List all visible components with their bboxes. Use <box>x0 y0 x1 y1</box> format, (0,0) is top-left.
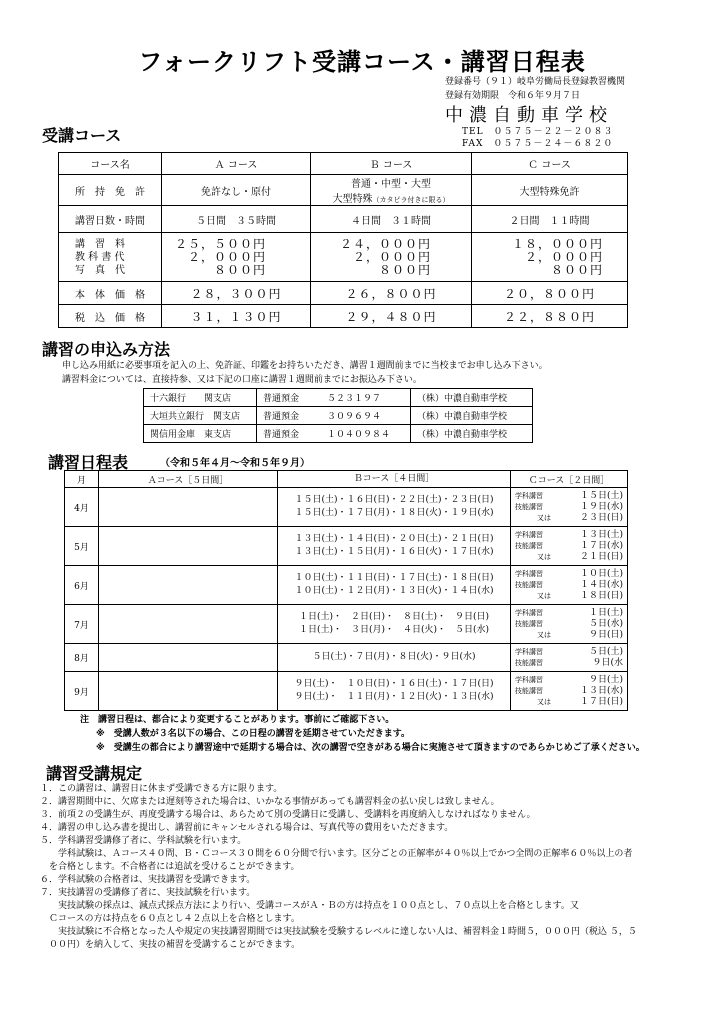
schedule-course-c-line <box>515 513 623 524</box>
rule-item: ６．学科試験の合格者は、実技講習を受講できます。 <box>40 875 256 885</box>
c-session-date: １７日(水) <box>579 540 623 551</box>
bank-row <box>144 425 533 443</box>
rule-item: ４．講習の申し込み書を提出し、講習前にキャンセルされる場合は、写真代等の費用をいただきます。 <box>40 823 454 833</box>
base-c: ２０，８００円 <box>472 282 628 305</box>
schedule-course-c-line <box>515 552 623 563</box>
schedule-course-c-line <box>515 619 623 630</box>
c-session-date: ９日(日) <box>588 629 623 640</box>
c-session-label: 又は <box>537 552 551 561</box>
schedule-row <box>65 566 628 605</box>
schedule-course-b <box>278 644 511 672</box>
schedule-course-b-line: ９日(土)・ １１日(月)・１２日(火)・１３日(水) <box>294 692 494 702</box>
account-holder: （株）中濃自動車学校 <box>410 407 532 425</box>
schedule-course-c-line <box>515 608 623 619</box>
schedule-course-c-line <box>515 686 623 697</box>
bank-name: 大垣共立銀行 関支店 <box>144 407 257 425</box>
c-session-date: １４日(水) <box>579 579 623 590</box>
course-a-column-header: Ａコース［５日間］ <box>99 471 278 488</box>
rule-item: ００円）を納入して、実技の補習を受講することができます。 <box>40 940 301 950</box>
schedule-course-c-line <box>515 569 623 580</box>
schedule-course-b <box>278 605 511 644</box>
c-session-date: １３日(水) <box>579 685 623 696</box>
bank-table <box>143 388 533 443</box>
c-session-label: 又は <box>537 513 551 522</box>
schedule-table <box>64 470 628 711</box>
schedule-course-a <box>99 605 278 644</box>
fees-c: １８，０００円 ２，０００円 ８００円 <box>472 233 628 282</box>
schedule-month: 8月 <box>65 644 99 672</box>
license-b-note: （カタピラ付きに限る） <box>372 196 450 204</box>
schedule-course-b-line: １日(土)・ ３日(月)・ ４日(火)・ ５日(水) <box>298 625 490 635</box>
rule-item: １．この講習は、講習日に休まず受講できる方に限ります。 <box>40 784 283 794</box>
schedule-course-b-line: １３日(土)・１４日(日)・２０日(土)・２１日(日) <box>294 534 494 544</box>
days-label: 講習日数・時間 <box>59 206 162 233</box>
schedule-course-c <box>511 644 628 672</box>
c-session-date: ５日(土) <box>588 646 623 657</box>
schedule-course-c-line <box>515 491 623 502</box>
rules-heading: 講習受講規定 <box>46 764 143 783</box>
apply-heading: 講習の申込み方法 <box>42 340 171 359</box>
c-session-label: 技能講習 <box>515 502 543 511</box>
schedule-course-a <box>99 488 278 527</box>
tax-a: ３１，１３０円 <box>162 305 311 328</box>
schedule-row <box>65 644 628 672</box>
license-b-type: 大型特殊 <box>332 194 373 205</box>
bank-name: 関信用金庫 東支店 <box>144 425 257 443</box>
schedule-course-b-line: １０日(土)・１１日(日)・１７日(土)・１８日(日) <box>294 573 494 583</box>
c-session-label: 学科講習 <box>515 530 543 539</box>
schedule-row <box>65 527 628 566</box>
account-number: ５２３１９７ <box>321 389 410 407</box>
schedule-course-b-line: １３日(土)・１５日(月)・１６日(火)・１７日(水) <box>294 547 494 557</box>
schedule-row <box>65 488 628 527</box>
license-b-line1: 普通・中型・大型 <box>351 179 431 190</box>
schedule-course-c-line <box>515 541 623 552</box>
c-session-label: 技能講習 <box>515 686 543 695</box>
license-b <box>311 175 472 206</box>
apply-text-2: 講習料金については、直接持参、又は下記の口座に講習１週間前までにお振込み下さい。 <box>62 375 422 385</box>
schedule-course-c-line <box>515 697 623 708</box>
license-row <box>59 175 628 206</box>
c-session-date: １８日(日) <box>579 590 623 601</box>
apply-text-1: 申し込み用紙に必要事項を記入の上、免許証、印鑑をお持ちいただき、講習１週間前までに当校までお申し込み下さい。 <box>62 361 548 371</box>
schedule-course-c <box>511 527 628 566</box>
rule-item: 学科試験は、Ａコース４０問、Ｂ・Ｃコース３０問を６０分間で行います。区分ごとの正解率が４０％以上でかつ全問の正解率６０％以上の者 <box>40 849 633 859</box>
schedule-course-b <box>278 527 511 566</box>
schedule-row <box>65 672 628 711</box>
c-session-label: 学科講習 <box>515 491 543 500</box>
schedule-course-c <box>511 672 628 711</box>
schedule-course-b <box>278 672 511 711</box>
c-session-label: 技能講習 <box>515 580 543 589</box>
base-b: ２６，８００円 <box>311 282 472 305</box>
license-a: 免許なし・原付 <box>162 175 311 206</box>
schedule-course-b-line: ５日(土)・７日(月)・８日(火)・９日(水) <box>312 652 476 662</box>
course-c-header: Ｃ コース <box>472 153 628 175</box>
schedule-course-c <box>511 566 628 605</box>
days-b: ４日間 ３１時間 <box>311 206 472 233</box>
tax-b: ２９，４８０円 <box>311 305 472 328</box>
schedule-course-c-line <box>515 675 623 686</box>
rule-item: 実技試験に不合格となった人や規定の実技講習期間では実技試験を受験するレベルに達しない人は、補習料金１時間５，０００円（税込 ５，５ <box>40 927 637 937</box>
rule-item: ２．講習期間中に、欠席または遅刻等された場合は、いかなる事情があっても講習料金の払い戻しは致しません。 <box>40 797 500 807</box>
bank-name: 十六銀行 関支店 <box>144 389 257 407</box>
c-session-date: １９日(水) <box>579 501 623 512</box>
base-price-row <box>59 282 628 305</box>
schedule-month: 4月 <box>65 488 99 527</box>
fees-b: ２４，０００円 ２，０００円 ８００円 <box>311 233 472 282</box>
page-title: フォークリフト受講コース・講習日程表 <box>138 47 586 76</box>
schedule-course-a <box>99 672 278 711</box>
course-name-header: コース名 <box>59 153 162 175</box>
schedule-note: ※ 受講生の都合により講習途中で延期する場合は、次の講習で空きがある場合に実施させて頂きますのであらかじめご了承ください。 <box>96 743 645 753</box>
schedule-course-c-line <box>515 580 623 591</box>
schedule-course-b-line: １日(土)・ ２日(日)・ ８日(土)・ ９日(日) <box>298 612 490 622</box>
c-session-date: １７日(日) <box>579 696 623 707</box>
c-session-date: ２１日(日) <box>579 551 623 562</box>
c-session-label: 技能講習 <box>515 619 543 628</box>
license-c: 大型特殊免許 <box>472 175 628 206</box>
c-session-label: 学科講習 <box>515 569 543 578</box>
fee-labels: 講 習 料 教 科 書 代 写 真 代 <box>59 233 162 282</box>
schedule-period: （令和５年４月～令和５年９月） <box>160 458 310 469</box>
schedule-course-b-line: １５日(土)・１７日(月)・１８日(火)・１９日(水) <box>294 508 494 518</box>
license-b-line2 <box>311 190 471 205</box>
school-name: 中濃自動車学校 <box>445 105 613 126</box>
base-label: 本 体 価 格 <box>59 282 162 305</box>
c-session-date: １０日(土) <box>579 568 623 579</box>
course-header-row <box>59 153 628 175</box>
schedule-month: 7月 <box>65 605 99 644</box>
schedule-course-c-line <box>515 530 623 541</box>
base-a: ２８，３００円 <box>162 282 311 305</box>
registration-period: 登録有効期限 令和６年９月７日 <box>445 91 581 101</box>
bank-row <box>144 407 533 425</box>
c-session-label: 学科講習 <box>515 608 543 617</box>
schedule-course-a <box>99 566 278 605</box>
days-a: ５日間 ３５時間 <box>162 206 311 233</box>
fees-a: ２５，５００円 ２，０００円 ８００円 <box>162 233 311 282</box>
rule-item: ５．学科講習受講修了者に、学科試験を行います。 <box>40 836 247 846</box>
account-number: ３０９６９４ <box>321 407 410 425</box>
rules-list <box>40 783 690 952</box>
c-session-label: 学科講習 <box>515 647 543 656</box>
rule-item: ７．実技講習の受講修了者に、実技試験を行います。 <box>40 888 256 898</box>
bank-row <box>144 389 533 407</box>
days-row <box>59 206 628 233</box>
course-table <box>58 152 628 328</box>
c-session-date: ９日(土) <box>588 674 623 685</box>
c-session-date: １３日(土) <box>579 529 623 540</box>
month-header: 月 <box>65 471 99 488</box>
account-number: １０４０９８４ <box>321 425 410 443</box>
schedule-course-c-line <box>515 658 623 669</box>
c-session-label: 技能講習 <box>515 658 543 667</box>
schedule-month: 9月 <box>65 672 99 711</box>
schedule-course-c-line <box>515 630 623 641</box>
rule-item: Ｃコースの方は持点を６０点とし４２点以上を合格とします。 <box>40 914 300 924</box>
rule-item: を合格とします。不合格者には追試を受けることができます。 <box>40 862 300 872</box>
schedule-course-b-line: ９日(土)・ １０日(日)・１６日(土)・１７日(日) <box>294 679 494 689</box>
rule-item: ３．前項２の受講生が、再度受講する場合は、あらためて別の受講日に受講し、受講料を再度納入しなければなりません。 <box>40 810 536 820</box>
account-holder: （株）中濃自動車学校 <box>410 425 532 443</box>
c-session-date: １５日(土) <box>579 490 623 501</box>
account-type: 普通預金 <box>257 407 322 425</box>
schedule-course-a <box>99 527 278 566</box>
schedule-course-b-line: １０日(土)・１２日(月)・１３日(火)・１４日(水) <box>294 586 494 596</box>
c-session-date: ９日(水 <box>592 657 623 668</box>
account-holder: （株）中濃自動車学校 <box>410 389 532 407</box>
c-session-label: 学科講習 <box>515 675 543 684</box>
schedule-course-a <box>99 644 278 672</box>
c-session-date: １日(土) <box>588 607 623 618</box>
schedule-course-c <box>511 605 628 644</box>
tax-c: ２２，８８０円 <box>472 305 628 328</box>
course-b-header: Ｂ コース <box>311 153 472 175</box>
registration-number: 登録番号（９１）岐阜労働局長登録教習機関 <box>445 77 626 87</box>
course-b-column-header: Ｂコース［４日間］ <box>278 471 511 488</box>
schedule-header-row <box>65 471 628 488</box>
schedule-month: 6月 <box>65 566 99 605</box>
school-fax: FAX ０５７５－２４－６８２０ <box>462 139 614 149</box>
course-c-column-header: Ｃコース［２日間］ <box>511 471 628 488</box>
schedule-note: 注 講習日程は、都合により変更することがあります。事前にご確認下さい。 <box>80 715 395 725</box>
tax-price-row <box>59 305 628 328</box>
courses-heading: 受講コース <box>42 126 122 145</box>
schedule-row <box>65 605 628 644</box>
schedule-course-c-line <box>515 647 623 658</box>
schedule-heading: 講習日程表 <box>48 453 129 472</box>
account-type: 普通預金 <box>257 389 322 407</box>
schedule-month: 5月 <box>65 527 99 566</box>
license-label: 所 持 免 許 <box>59 175 162 206</box>
schedule-course-b-line: １５日(土)・１６日(日)・２２日(土)・２３日(日) <box>294 495 494 505</box>
fees-row <box>59 233 628 282</box>
tax-label: 税 込 価 格 <box>59 305 162 328</box>
schedule-course-c <box>511 488 628 527</box>
schedule-course-c-line <box>515 591 623 602</box>
c-session-date: ２３日(日) <box>579 512 623 523</box>
c-session-label: 又は <box>537 591 551 600</box>
schedule-note: ※ 受講人数が３名以下の場合、この日程の講習を延期させていただきます。 <box>96 729 411 739</box>
account-type: 普通預金 <box>257 425 322 443</box>
c-session-label: 又は <box>537 697 551 706</box>
course-a-header: Ａ コース <box>162 153 311 175</box>
c-session-label: 技能講習 <box>515 541 543 550</box>
rule-item: 実技試験の採点は、減点式採点方法により行い、受講コースがＡ・Ｂの方は持点を１００点とし、７０点以上を合格とします。又 <box>40 901 579 911</box>
school-tel: TEL ０５７５－２２－２０８３ <box>462 127 614 137</box>
c-session-label: 又は <box>537 630 551 639</box>
schedule-course-c-line <box>515 502 623 513</box>
schedule-course-b <box>278 566 511 605</box>
c-session-date: ５日(水) <box>588 618 623 629</box>
schedule-course-b <box>278 488 511 527</box>
days-c: ２日間 １１時間 <box>472 206 628 233</box>
